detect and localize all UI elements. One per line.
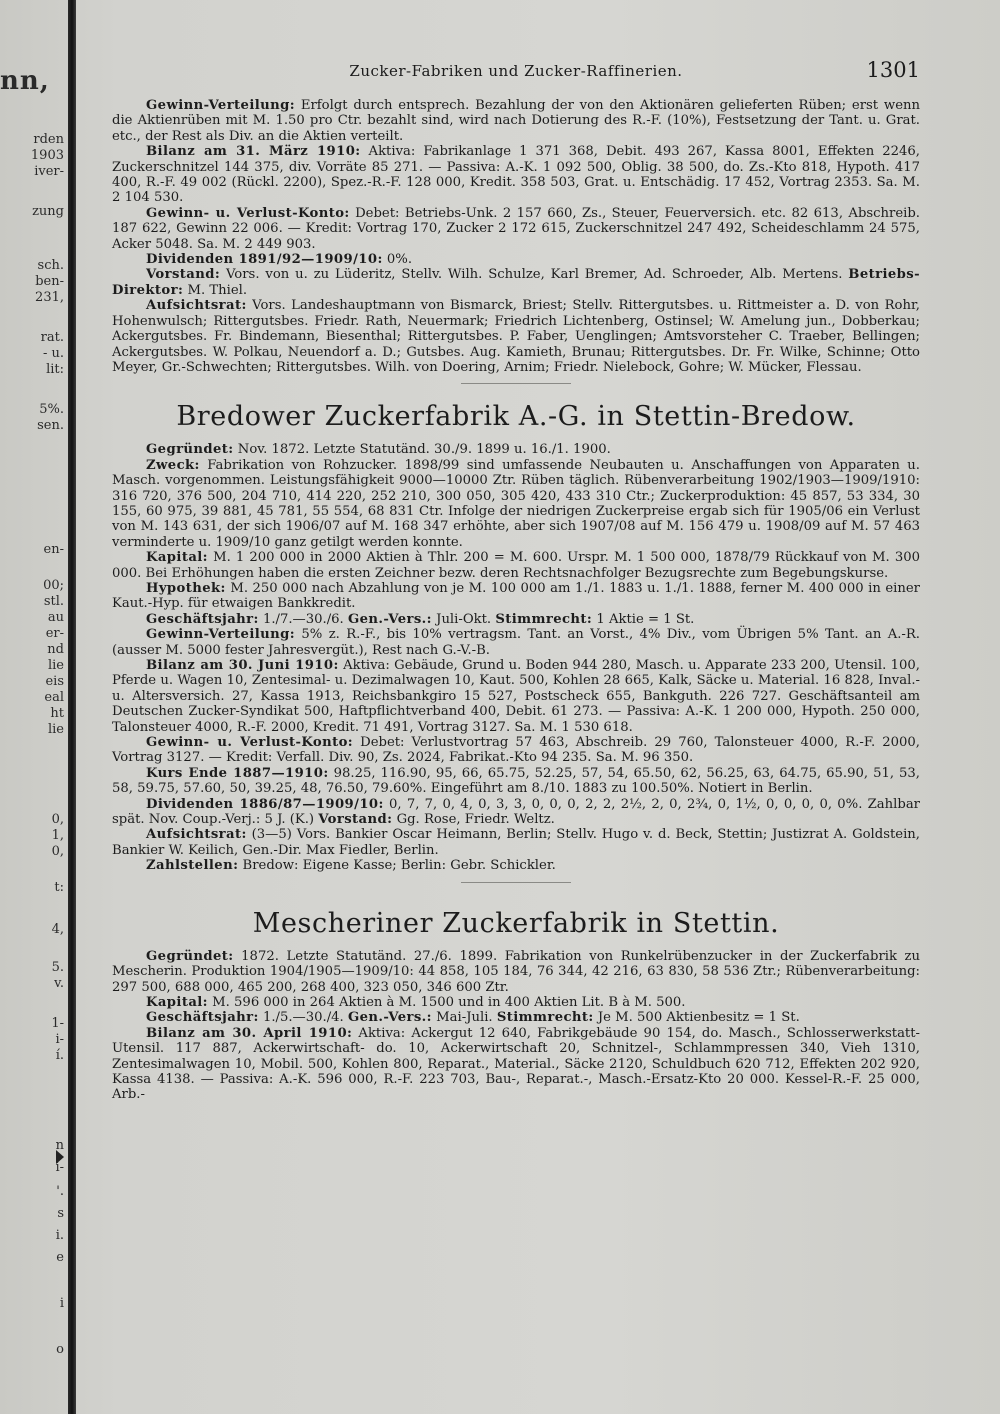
page-edge-marker-icon bbox=[56, 1150, 66, 1164]
section-divider bbox=[461, 383, 571, 384]
left-fragment-line: lie bbox=[47, 722, 64, 737]
left-fragment-line: sen. bbox=[37, 418, 64, 433]
entry-paragraph: Zahlstellen: Bredow: Eigene Kasse; Berlin: Gebr. Schickler. bbox=[146, 858, 556, 874]
left-fragment-line: rden bbox=[33, 132, 64, 147]
entry-paragraph: Geschäftsjahr: 1./7.—30./6. Gen.-Vers.: Juli-Okt. Stimmrecht: 1 Aktie = 1 St. bbox=[146, 611, 695, 627]
entry-paragraph: Gegründet: 1872. Letzte Statutänd. 27./6. 1899. Fabrikation von Runkelrübenzucker in der Zuckerfabrik zu Mescherin. Produktion 1904/1905—1909/10: 44 858, 105 184, 76 344, 42 216, 63 830, 58 536 Ztr.; Rübenverarbeitung: 297 500, 688 000, 465 200, 268 400, 323 050, 346 600 Ztr. bbox=[112, 948, 920, 995]
left-fragment-line: 0, bbox=[51, 812, 64, 827]
continued-entry bbox=[112, 98, 920, 384]
entry-paragraph: Gewinn- u. Verlust-Konto: Debet: Betriebs-Unk. 2 157 660, Zs., Steuer, Feuerversich. etc. 82 613, Abschreib. 187 622, Gewinn 22 006. — Kredit: Vortrag 170, Zucker 2 172 615, Zuckerschnitzel 247 492, Scheideschlamm 24 575, Acker 5048. Sa. M. 2 449 903. bbox=[112, 205, 920, 252]
left-fragment-line: lie bbox=[47, 658, 64, 673]
left-fragment-line: '. bbox=[56, 1184, 64, 1199]
left-fragment-line: ben- bbox=[35, 274, 64, 289]
entry-paragraph: Gewinn-Verteilung: 5% z. R.-F., bis 10% vertragsm. Tant. an Vorst., 4% Div., vom Übrigen 5% Tant. an A.-R. (ausser M. 5000 fester Jahresvergüt.), Rest nach G.-V.-B. bbox=[112, 627, 920, 658]
page-content bbox=[112, 58, 920, 1103]
entry-paragraph: Geschäftsjahr: 1./5.—30./4. Gen.-Vers.: Mai-Juli. Stimmrecht: Je M. 500 Aktienbesitz = 1 St. bbox=[146, 1010, 800, 1026]
left-fragment-line: stl. bbox=[43, 594, 64, 609]
entry-paragraph: Dividenden 1891/92—1909/10: 0%. bbox=[146, 252, 413, 268]
entry-paragraph: Kurs Ende 1887—1910: 98.25, 116.90, 95, 66, 65.75, 52.25, 57, 54, 65.50, 62, 56.25, 63, 64.75, 65.90, 51, 53, 58, 59.75, 57.60, 50, 39.25, 48, 76.50, 79.60%. Eingeführt am 8./10. 1883 zu 100.50%. Notiert in Berlin. bbox=[112, 765, 920, 797]
entry-paragraph: Gegründet: Nov. 1872. Letzte Statutänd. 30./9. 1899 u. 16./1. 1900. bbox=[146, 442, 611, 458]
left-fragment-line: t: bbox=[54, 880, 64, 895]
left-fragment-line: 5%. bbox=[39, 402, 64, 417]
entry-paragraph: Gewinn-Verteilung: Erfolgt durch entsprech. Bezahlung der von den Aktionären gelieferten Rüben; erst wenn die Aktienrüben mit M. 1.50 pro Ctr. bezahlt sind, wird nach Dotierung des R.-F. (10%), Festsetzung der Tant. u. Grat. etc., der Rest als Div. an die Aktien verteilt. bbox=[112, 98, 920, 144]
left-fragment-heading: nn, bbox=[0, 66, 50, 96]
left-fragment-line: 0, bbox=[51, 844, 64, 859]
entry-paragraph: Dividenden 1886/87—1909/10: 0, 7, 7, 0, 4, 0, 3, 3, 0, 0, 0, 2, 2, 2½, 2, 0, 2¾, 0, 1½, 0, 0, 0, 0, 0%. Zahlbar spät. Nov. Coup.-Verj.: 5 J. (K.) Vorstand: Gg. Rose, Friedr. Weltz. bbox=[112, 796, 920, 828]
left-fragment-line: eis bbox=[45, 674, 64, 689]
entry-paragraph: Vorstand: Vors. von u. zu Lüderitz, Stellv. Wilh. Schulze, Karl Bremer, Ad. Schroeder, Alb. Mertens. Betriebs-Direktor: M. Thiel. bbox=[112, 267, 920, 298]
left-fragment-line: au bbox=[47, 610, 64, 625]
left-fragment-line: lit: bbox=[46, 362, 64, 377]
left-fragment-line: v. bbox=[54, 976, 64, 991]
company-entry bbox=[112, 402, 920, 882]
left-fragment-line: rat. bbox=[40, 330, 64, 345]
left-fragment-line: ht bbox=[50, 706, 64, 721]
left-fragment-line: o bbox=[56, 1342, 64, 1357]
left-fragment-line: zung bbox=[32, 204, 64, 219]
left-fragment-line: n bbox=[55, 1138, 64, 1153]
running-head bbox=[112, 58, 920, 86]
left-fragment-line: - u. bbox=[42, 346, 64, 361]
company-title: Bredower Zuckerfabrik A.-G. in Stettin-Bredow. bbox=[176, 401, 856, 433]
left-fragment-line: 4, bbox=[51, 922, 64, 937]
left-fragment-line: en- bbox=[43, 542, 64, 557]
entry-paragraph: Kapital: M. 596 000 in 264 Aktien à M. 1500 und in 400 Aktien Lit. B à M. 500. bbox=[146, 994, 686, 1010]
entry-paragraph: Bilanz am 31. März 1910: Aktiva: Fabrikanlage 1 371 368, Debit. 493 267, Kassa 8001, Effekten 2246, Zuckerschnitzel 144 375, div. Vorräte 85 271. — Passiva: A.-K. 1 092 500, Oblig. 38 500, do. Zs.-Kto 818, Hypoth. 417 400, R.-F. 49 002 (Rückl. 2200), Spez.-R.-F. 128 000, Kredit. 358 503, Grat. u. Entschädig. 17 452, Vortrag 2353. Sa. M. 2 104 530. bbox=[112, 144, 920, 206]
left-fragment-line: iver- bbox=[34, 164, 64, 179]
left-fragment-line: er- bbox=[45, 626, 64, 641]
adjacent-page-fragment bbox=[0, 60, 66, 1400]
left-fragment-line: 231, bbox=[35, 290, 64, 305]
entry-paragraph: Hypothek: M. 250 000 nach Abzahlung von je M. 100 000 am 1./1. 1883 u. 1./1. 1888, ferner M. 400 000 in einer Kaut.-Hyp. für etwaigen Bankkredit. bbox=[112, 580, 920, 612]
entry-paragraph: Aufsichtsrat: Vors. Landeshauptmann von Bismarck, Briest; Stellv. Rittergutsbes. u. Rittmeister a. D. von Rohr, Hohenwulsch; Rittergutsbes. Friedr. Rath, Neuermark; Friedrich Lichtenberg, Ostinsel; W. Amelung jun., Dobberkau; Ackergutsbes. Fr. Bindemann, Biesenthal; Rittergutsbes. P. Faber, Uenglingen; Amtsvorsteher C. Traeber, Bellingen; Ackergutsbes. W. Polkau, Neuendorf a. D.; Gutsbes. Aug. Kamieth, Brunau; Rittergutsbes. Dr. Fr. Wilke, Schinne; Otto Meyer, Gr.-Schwechten; Rittergutsbes. Wilh. von Doering, Arnim; Friedr. Nielebock, Gohre; W. Mücker, Flessau. bbox=[112, 298, 920, 375]
entry-paragraph: Bilanz am 30. April 1910: Aktiva: Ackergut 12 640, Fabrikgebäude 90 154, do. Masch., Schlosserwerkstatt-Utensil. 117 887, Ackerwirtschaft- do. 10, Ackerwirtschaft 20, Schnitzel-, Schlammpressen 340, Vieh 1310, Zentesimalwagen 10, Mobil. 500, Kohlen 800, Reparat., Material., Säcke 2120, Schuldbuch 620 712, Effekten 202 920, Kassa 4138. — Passiva: A.-K. 596 000, R.-F. 223 703, Bau-, Reparat.-, Masch.-Ersatz-Kto 20 000. Kessel-R.-F. 25 000, Arb.- bbox=[112, 1025, 920, 1103]
entry-paragraph: Bilanz am 30. Juni 1910: Aktiva: Gebäude, Grund u. Boden 944 280, Masch. u. Apparate 233 200, Utensil. 100, Pferde u. Wagen 10, Zentesimal- u. Dezimalwagen 10, Kaut. 500, Kohlen 28 665, Kalk, Säcke u. Material. 16 828, Inval.- u. Altersversich. 27, Kassa 1913, Reichsbankgiro 15 527, Postscheck 655, Bankguth. 226 727. Geschäftsanteil am Deutschen Zucker-Syndikat 500, Haftpflichtverband 400, Debit. 61 273. — Passiva: A.-K. 1 200 000, Hypoth. 250 000, Talonsteuer 4000, R.-F. 2000, Kredit. 71 491, Vortrag 3127. Sa. M. 1 530 618. bbox=[112, 658, 920, 735]
left-fragment-line: i- bbox=[55, 1160, 64, 1175]
left-fragment-line: 00; bbox=[43, 578, 64, 593]
left-fragment-line: 1- bbox=[51, 1016, 64, 1031]
left-fragment-line: 1903 bbox=[30, 148, 64, 163]
section-divider bbox=[461, 882, 571, 883]
entry-paragraph: Gewinn- u. Verlust-Konto: Debet: Verlustvortrag 57 463, Abschreib. 29 760, Talonsteuer 4000, R.-F. 2000, Vortrag 3127. — Kredit: Verfall. Div. 90, Zs. 2024, Fabrikat.-Kto 94 235. Sa. M. 96 350. bbox=[112, 735, 920, 766]
running-head-title: Zucker-Fabriken und Zucker-Raffinerien. bbox=[349, 62, 683, 80]
entry-paragraph: Zweck: Fabrikation von Rohzucker. 1898/99 sind umfassende Neubauten u. Anschaffungen von Apparaten u. Masch. vorgenommen. Leistungsfähigkeit 9000—10000 Ztr. Rüben täglich. Rübenverarbeitung 1902/1903—1909/1910: 316 720, 376 500, 204 710, 414 220, 252 210, 300 050, 305 420, 433 310 Ctr.; Zuckerproduktion: 45 857, 53 334, 30 155, 60 975, 39 881, 45 781, 55 554, 68 831 Ctr. Infolge der niedrigen Zuckerpreise ergab sich für 1905/06 ein Verlust von M. 143 631, der sich 1906/07 auf M. 168 347 erhöhte, aber sich 1907/08 auf M. 156 479 u. 1908/09 auf M. 57 463 verminderte u. 1909/10 ganz getilgt werden konnte. bbox=[112, 457, 920, 550]
left-fragment-line: e bbox=[56, 1250, 64, 1265]
page-number: 1301 bbox=[866, 58, 920, 82]
left-fragment-line: s bbox=[57, 1206, 64, 1221]
left-fragment-line: eal bbox=[44, 690, 64, 705]
left-fragment-line: sch. bbox=[37, 258, 64, 273]
left-fragment-line: i. bbox=[55, 1228, 64, 1243]
entry-paragraph: Kapital: M. 1 200 000 in 2000 Aktien à Thlr. 200 = M. 600. Urspr. M. 1 500 000, 1878/79 Rückkauf von M. 300 000. Bei Erhöhungen haben die ersten Zeichner bezw. deren Rechtsnachfolger Bezugsrechte zum Begebungskurse. bbox=[112, 550, 920, 581]
company-entry bbox=[112, 909, 920, 1103]
left-fragment-line: nd bbox=[47, 642, 64, 657]
left-fragment-line: í. bbox=[55, 1048, 64, 1063]
company-title: Mescheriner Zuckerfabrik in Stettin. bbox=[252, 907, 780, 939]
left-fragment-line: i bbox=[59, 1296, 64, 1311]
left-fragment-line: i- bbox=[55, 1032, 64, 1047]
left-fragment-line: 1, bbox=[51, 828, 64, 843]
book-gutter bbox=[68, 0, 76, 1414]
entry-paragraph: Aufsichtsrat: (3—5) Vors. Bankier Oscar Heimann, Berlin; Stellv. Hugo v. d. Beck, Stettin; Justizrat A. Goldstein, Bankier W. Keilich, Gen.-Dir. Max Fiedler, Berlin. bbox=[112, 827, 920, 858]
left-fragment-line: 5. bbox=[51, 960, 64, 975]
